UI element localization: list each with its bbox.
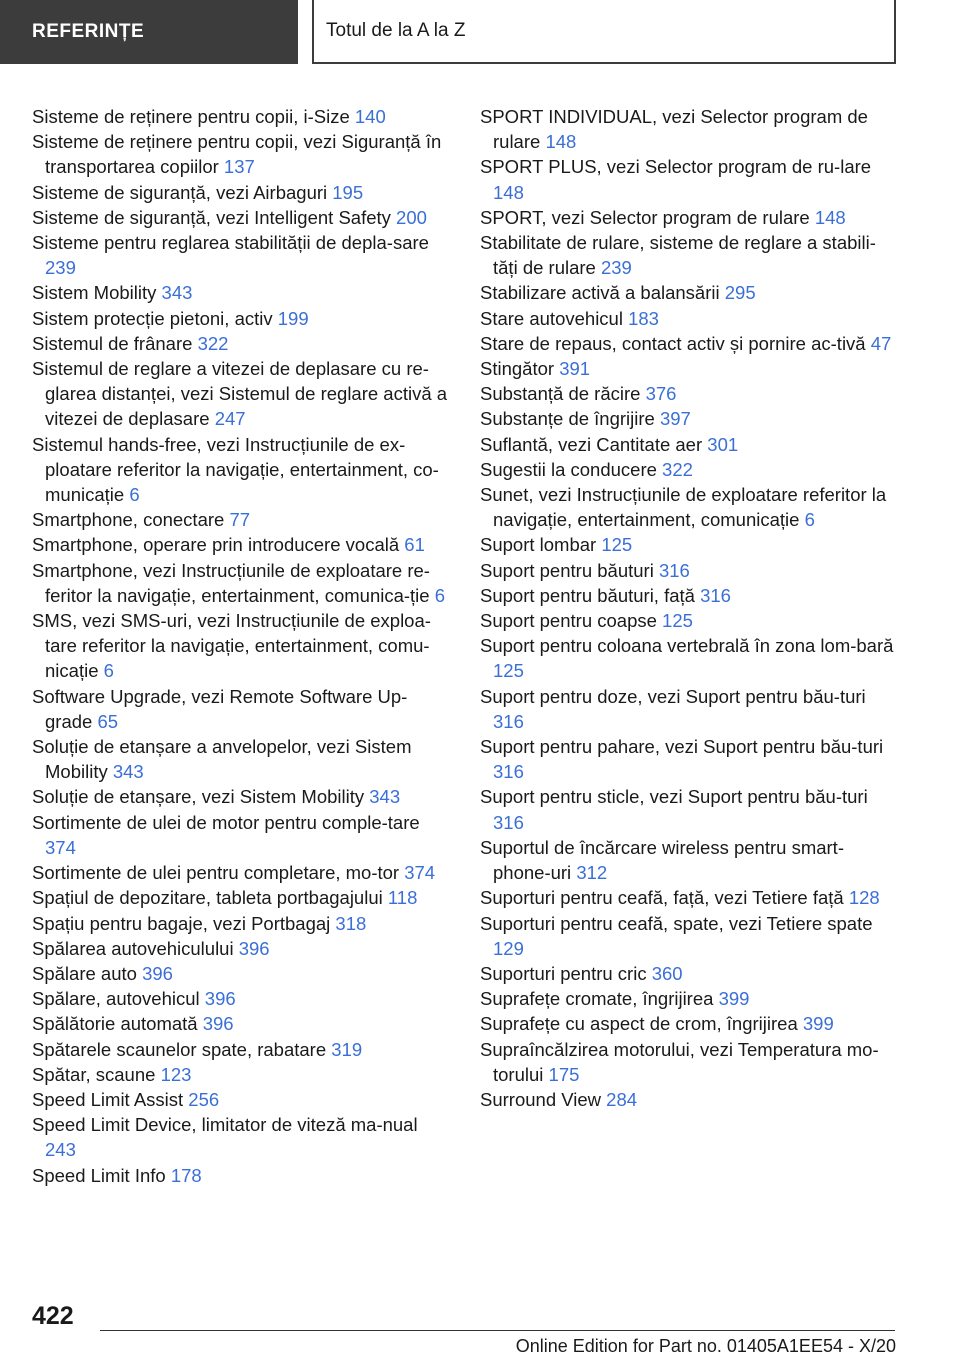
entry-text: Sistemul de frânare (32, 332, 193, 354)
edition-note: Online Edition for Part no. 01405A1EE54 - X/20 (515, 1336, 896, 1356)
entry-text: Supraîncălzirea motorului, vezi Temperatura mo-torului (480, 1038, 879, 1085)
page-link[interactable]: 391 (559, 358, 591, 380)
index-entry (32, 1163, 452, 1188)
page-link[interactable]: 316 (700, 584, 731, 606)
entry-text: Sunet, vezi Instrucțiunile de exploatare referitor la navigație, entertainment, comunicație (480, 484, 887, 531)
entry-text: Suporturi pentru ceafă, spate, vezi Tetiere spate (480, 912, 873, 934)
entry-text: Suport pentru sticle, vezi Suport pentru bău-turi (480, 786, 868, 808)
page-link[interactable]: 123 (160, 1063, 192, 1085)
index-entry (32, 1112, 452, 1162)
index-entry (480, 1011, 900, 1036)
entry-text: Suflantă, vezi Cantitate aer (480, 433, 703, 455)
index-entry (480, 457, 900, 482)
entry-text: Stabilizare activă a balansării (480, 282, 720, 304)
entry-text: Sistemul de reglare a vitezei de deplasare cu re-glarea distanței, vezi Sistemul de reglare activă a vitezei de deplasare (32, 358, 448, 430)
entry-text: Speed Limit Info (32, 1164, 166, 1186)
page-link[interactable]: 319 (331, 1038, 363, 1060)
entry-text: Smartphone, conectare (32, 509, 225, 531)
entry-text: Sistem protecție pietoni, activ (32, 307, 273, 329)
index-entry (480, 583, 900, 608)
page-link[interactable]: 200 (396, 206, 427, 228)
page-link[interactable]: 343 (112, 761, 144, 783)
page-link[interactable]: 396 (142, 962, 173, 984)
entry-text: Suport pentru băuturi, față (480, 584, 695, 606)
page-link[interactable]: 247 (214, 408, 246, 430)
entry-text: Spălătorie automată (32, 1013, 198, 1035)
index-entry (32, 331, 452, 356)
entry-text: Spălarea autovehiculului (32, 937, 234, 959)
index-entry (32, 230, 452, 280)
entry-text: Speed Limit Assist (32, 1088, 184, 1110)
page-link[interactable]: 125 (601, 534, 633, 556)
entry-text: Sistemul hands-free, vezi Instrucțiunile de ex-ploatare referitor la navigație, entertainment, co-municație (32, 433, 439, 506)
index-entry (480, 532, 900, 557)
index-entry (480, 684, 900, 734)
chapter-title: Totul de la A la Z (326, 20, 466, 41)
page-link[interactable]: 6 (129, 484, 140, 506)
index-entry (32, 507, 452, 532)
index-entry (32, 180, 452, 205)
index-entry (32, 1037, 452, 1062)
page-link[interactable]: 396 (238, 937, 270, 959)
page-link[interactable]: 6 (434, 584, 446, 606)
entry-text: Suport pentru coloana vertebrală în zona lom-bară (480, 635, 894, 657)
index-entry (480, 1087, 900, 1112)
index-entry (32, 986, 452, 1011)
index-entry (32, 936, 452, 961)
page-link[interactable]: 128 (848, 887, 880, 909)
page-link[interactable]: 316 (493, 761, 524, 783)
entry-text: SMS, vezi SMS-uri, vezi Instrucțiunile de exploa-tare referitor la navigație, entertainment, comu-nicație (32, 610, 431, 682)
index-entry (480, 331, 900, 356)
entry-text: Sisteme de reținere pentru copii, vezi Siguranță în transportarea copiilor (32, 131, 442, 178)
page-link[interactable]: 399 (718, 988, 750, 1010)
index-entry (480, 633, 900, 683)
entry-text: Smartphone, operare prin introducere vocală (32, 534, 400, 556)
page-link[interactable]: 295 (724, 282, 756, 304)
entry-text: Suport lombar (480, 534, 597, 556)
entry-text: SPORT INDIVIDUAL, vezi Selector program de rulare (480, 106, 868, 153)
index-column-left (32, 104, 452, 1188)
page-link[interactable]: 318 (335, 912, 367, 934)
page-link[interactable]: 322 (662, 458, 693, 480)
index-entry (480, 104, 900, 154)
entry-text: Substanță de răcire (480, 383, 641, 405)
index-entry (32, 784, 452, 809)
page-link[interactable]: 77 (229, 509, 251, 531)
index-entry (480, 885, 900, 910)
page-link[interactable]: 374 (404, 862, 436, 884)
entry-text: Sisteme de siguranță, vezi Intelligent Safety (32, 206, 391, 228)
page-link[interactable]: 199 (277, 307, 309, 329)
index-entry (480, 835, 900, 885)
page-link[interactable]: 239 (600, 257, 632, 279)
entry-text: Spațiu pentru bagaje, vezi Portbagaj (32, 912, 331, 934)
page-link[interactable]: 6 (103, 660, 114, 682)
index-entry (480, 1037, 900, 1087)
entry-text: Suport pentru doze, vezi Suport pentru bău-turi (480, 685, 866, 707)
index-entry (32, 860, 452, 885)
index-entry (32, 911, 452, 936)
index-entry (480, 356, 900, 381)
page-link[interactable]: 118 (387, 887, 418, 909)
index-entry (32, 885, 452, 910)
index-entry (32, 356, 452, 432)
entry-text: Spălare, autovehicul (32, 988, 200, 1010)
page-link[interactable]: 374 (45, 836, 76, 858)
entry-text: Stare autovehicul (480, 307, 623, 329)
entry-text: SPORT, vezi Selector program de rulare (480, 206, 810, 228)
index-entry (480, 482, 900, 532)
entry-text: Stingător (480, 358, 555, 380)
index-entry (32, 558, 452, 608)
page-link[interactable]: 397 (659, 408, 691, 430)
page-link[interactable]: 125 (662, 610, 693, 632)
entry-text: Stare de repaus, contact activ și pornire ac-tivă (480, 332, 866, 354)
index-entry (480, 406, 900, 431)
index-entry (32, 608, 452, 684)
index-entry (32, 1011, 452, 1036)
page-link[interactable]: 140 (354, 106, 386, 127)
entry-text: Soluție de etanșare a anvelopelor, vezi Sistem Mobility (32, 736, 412, 783)
index-entry (32, 280, 452, 305)
index-column-right (480, 104, 900, 1112)
page-link[interactable]: 6 (804, 509, 815, 531)
page-link[interactable]: 175 (548, 1063, 580, 1085)
entry-text: Suport pentru pahare, vezi Suport pentru bău-turi (480, 736, 884, 758)
page-link[interactable]: 65 (97, 710, 119, 732)
entry-text: SPORT PLUS, vezi Selector program de ru-lare (480, 156, 872, 178)
entry-text: Spătar, scaune (32, 1063, 156, 1085)
entry-text: Speed Limit Device, limitator de viteză ma-nual (32, 1114, 418, 1136)
index-entry (480, 986, 900, 1011)
index-entry (32, 1087, 452, 1112)
page-link[interactable]: 316 (658, 559, 690, 581)
page-link[interactable]: 301 (707, 433, 739, 455)
page-link[interactable]: 243 (45, 1139, 76, 1161)
page-link[interactable]: 148 (545, 131, 577, 153)
footer-divider (100, 1330, 895, 1331)
entry-text: Suport pentru băuturi (480, 559, 654, 581)
index-entry (32, 1062, 452, 1087)
index-entry (480, 154, 900, 204)
entry-text: Sisteme de siguranță, vezi Airbaguri (32, 181, 328, 203)
page-link[interactable]: 47 (870, 332, 892, 354)
page-link[interactable]: 284 (606, 1088, 638, 1110)
page-link[interactable]: 137 (223, 156, 255, 178)
section-tab (0, 0, 298, 64)
page-link[interactable]: 360 (651, 962, 683, 984)
entry-text: Stabilitate de rulare, sisteme de reglare a stabili-tăți de rulare (480, 232, 876, 279)
index-entry (32, 306, 452, 331)
index-entry (480, 381, 900, 406)
page-link[interactable]: 125 (493, 660, 524, 682)
entry-text: Sortimente de ulei de motor pentru comple-tare (32, 811, 420, 833)
page-link[interactable]: 322 (197, 332, 229, 354)
index-entry (32, 205, 452, 230)
entry-text: Sisteme de reținere pentru copii, i-Size (32, 106, 350, 127)
index-entry (480, 230, 900, 280)
entry-text: Suporturi pentru cric (480, 962, 647, 984)
page-link[interactable]: 61 (404, 534, 425, 556)
index-entry (32, 810, 452, 860)
chapter-header (312, 0, 896, 64)
index-entry (480, 306, 900, 331)
index-entry (32, 961, 452, 986)
section-title: REFERINȚE (32, 21, 145, 42)
page-link[interactable]: 148 (493, 181, 524, 203)
page-link[interactable]: 256 (188, 1088, 220, 1110)
entry-text: Suport pentru coapse (480, 610, 657, 632)
entry-text: Sistem Mobility (32, 282, 157, 304)
page-link[interactable]: 195 (332, 181, 364, 203)
page-link[interactable]: 399 (802, 1013, 834, 1035)
entry-text: Suportul de încărcare wireless pentru smart-phone-uri (480, 836, 844, 884)
page-link[interactable]: 396 (202, 1013, 234, 1035)
page-link[interactable]: 178 (170, 1164, 202, 1186)
index-entry (32, 684, 452, 734)
index-entry (32, 432, 452, 508)
entry-text: Spălare auto (32, 962, 137, 984)
page-link[interactable]: 316 (493, 710, 524, 732)
entry-text: Surround View (480, 1088, 602, 1110)
index-entry (480, 961, 900, 986)
entry-text: Soluție de etanșare, vezi Sistem Mobility (32, 786, 365, 808)
index-entry (480, 558, 900, 583)
index-entry (32, 734, 452, 784)
index-entry (480, 205, 900, 230)
entry-text: Spătarele scaunelor spate, rabatare (32, 1038, 327, 1060)
page-link[interactable]: 376 (645, 383, 677, 405)
page-number: 422 (32, 1302, 74, 1330)
entry-text: Substanțe de îngrijire (480, 408, 655, 430)
page-link[interactable]: 312 (576, 862, 608, 884)
index-entry (480, 734, 900, 784)
entry-text: Sortimente de ulei pentru completare, mo-tor (32, 862, 400, 884)
entry-text: Smartphone, vezi Instrucțiunile de exploatare re-feritor la navigație, entertainment, comunica-ție (32, 559, 430, 606)
page-link[interactable]: 129 (493, 937, 524, 959)
index-entry (480, 432, 900, 457)
page-link[interactable]: 316 (493, 811, 524, 833)
entry-text: Sisteme pentru reglarea stabilității de depla-sare (32, 232, 429, 254)
index-entry (480, 280, 900, 305)
entry-text: Suprafețe cu aspect de crom, îngrijirea (480, 1013, 798, 1035)
index-entry (480, 911, 900, 961)
page-link[interactable]: 343 (161, 282, 193, 304)
index-entry (32, 532, 452, 557)
page-link[interactable]: 396 (204, 988, 236, 1010)
page-link[interactable]: 239 (45, 257, 76, 279)
entry-text: Suporturi pentru ceafă, față, vezi Tetiere față (480, 887, 844, 909)
page-link[interactable]: 183 (628, 307, 659, 329)
entry-text: Spațiul de depozitare, tableta portbagajului (32, 887, 383, 909)
index-entry (480, 784, 900, 834)
index-entry (32, 104, 452, 129)
index-entry (32, 129, 452, 179)
page-link[interactable]: 148 (814, 206, 846, 228)
entry-text: Suprafețe cromate, îngrijirea (480, 988, 714, 1010)
index-entry (480, 608, 900, 633)
entry-text: Software Upgrade, vezi Remote Software Up-grade (32, 685, 408, 732)
entry-text: Sugestii la conducere (480, 458, 657, 480)
page-link[interactable]: 343 (369, 786, 401, 808)
